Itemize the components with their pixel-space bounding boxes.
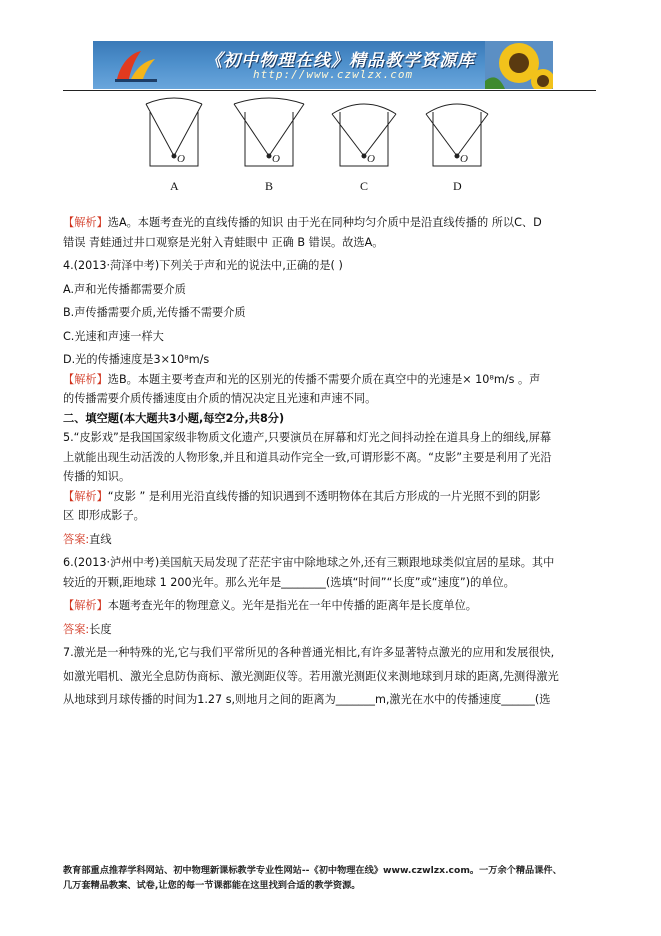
footer-line2: 几万套精品教案、试卷,让您的每一节课都能在这里找到合适的教学资源。 bbox=[63, 880, 361, 891]
figure-label-c: C bbox=[360, 179, 369, 193]
q6-analysis-line bbox=[63, 596, 598, 616]
site-logo-icon bbox=[111, 45, 161, 85]
point-label-c: O bbox=[367, 153, 375, 165]
q5-analysis-line2: 区 即形成影子。 bbox=[63, 509, 145, 522]
point-label-b: O bbox=[272, 153, 280, 165]
analysis-tag: 【解析】 bbox=[63, 599, 108, 612]
q4-analysis-text: 选B。本题主要考查声和光的区别光的传播不需要介质在真空中的光速是× 10⁸m/s 。声 bbox=[107, 372, 541, 386]
figure-label-d: D bbox=[453, 179, 462, 193]
answer-tag: 答案: bbox=[63, 532, 90, 546]
figure-label-b: B bbox=[265, 179, 274, 193]
q6-answer: 长度 bbox=[89, 622, 112, 636]
q5-line2: 上就能出现生动活泼的人物形象,并且和道具动作完全一致,可谓形影不离。“皮影”主要是利用了光沿 bbox=[63, 450, 552, 464]
q4-option-b: B.声传播需要介质,光传播不需要介质 bbox=[63, 306, 246, 319]
q5-line1: 5.“皮影戏”是我国国家级非物质文化遗产,只要演员在屏幕和灯光之间抖动拴在道具身上的细线,屏幕 bbox=[63, 431, 552, 444]
q3-analysis-line2: 错误 青蛙通过井口观察是光射入青蛙眼中 正确 B 错误。故选A。 bbox=[63, 235, 384, 249]
header-title: 《初中物理在线》精品教学资源库 bbox=[205, 51, 475, 71]
q3-analysis-line bbox=[63, 213, 598, 233]
point-label-a: O bbox=[177, 153, 185, 165]
q4-option-a: A.声和光传播都需要介质 bbox=[63, 282, 186, 296]
q6-analysis-text: 本题考查光年的物理意义。光年是指光在一年中传播的距离年是长度单位。 bbox=[107, 599, 477, 612]
q7-line2: 如激光唱机、激光全息防伪商标、激光测距仪等。若用激光测距仪来测地球到月球的距离,先测得激光 bbox=[63, 669, 559, 683]
analysis-tag: 【解析】 bbox=[63, 216, 108, 229]
q6-answer-line bbox=[63, 620, 598, 640]
page-footer bbox=[63, 863, 603, 893]
q5-answer: 直线 bbox=[89, 532, 112, 546]
header-rule bbox=[63, 90, 596, 91]
q6-line2: 较近的开颗,距地球 1 200光年。那么光年是________(选填“时间”“长度”或“速度”)的单位。 bbox=[63, 575, 515, 589]
figure-label-a: A bbox=[170, 179, 179, 193]
answer-tag: 答案: bbox=[63, 622, 90, 636]
q4-analysis-line2: 的传播需要介质传播速度由介质的情况决定且光速和声速不同。 bbox=[63, 392, 377, 405]
analysis-tag: 【解析】 bbox=[63, 372, 108, 386]
section-heading: 二、填空题(本大题共3小题,每空2分,共8分) bbox=[63, 411, 285, 425]
well-frog-figures bbox=[130, 96, 530, 196]
q4-option-d: D.光的传播速度是3×10⁸m/s bbox=[63, 353, 210, 366]
figure-drawings bbox=[130, 96, 530, 196]
q4-option-c: C.光速和声速一样大 bbox=[63, 329, 164, 343]
q7-line1: 7.激光是一种特殊的光,它与我们平常所见的各种普通光相比,有许多显著特点激光的应用和发展很快, bbox=[63, 646, 555, 659]
header-url[interactable]: http://www.czwlzx.com bbox=[253, 68, 414, 81]
analysis-tag: 【解析】 bbox=[63, 489, 108, 503]
q5-answer-line bbox=[63, 530, 598, 550]
point-label-d: O bbox=[460, 153, 468, 165]
q5-analysis-line bbox=[63, 487, 598, 507]
q4-analysis-line bbox=[63, 370, 598, 390]
q5-line3: 传播的知识。 bbox=[63, 470, 131, 483]
q3-analysis-text: 选A。本题考查光的直线传播的知识 由于光在同种均匀介质中是沿直线传播的 所以C、D bbox=[107, 216, 542, 229]
q5-analysis-text: “皮影 ” 是利用光沿直线传播的知识遇到不透明物体在其后方形成的一片光照不到的阴影 bbox=[107, 489, 541, 503]
q7-line3: 从地球到月球传播的时间为1.27 s,则地月之间的距离为_______m,激光在水中的传播速度______(选 bbox=[63, 693, 551, 706]
footer-line1: 教育部重点推荐学科网站、初中物理新课标教学专业性网站--《初中物理在线》www.czwlzx.com。一万余个精品课件、 bbox=[63, 865, 562, 876]
header-banner bbox=[93, 41, 553, 89]
document-body bbox=[63, 213, 598, 710]
q4-stem: 4.(2013·菏泽中考)下列关于声和光的说法中,正确的是( ) bbox=[63, 259, 343, 272]
sunflower-icon bbox=[485, 41, 553, 89]
q6-line1: 6.(2013·泸州中考)美国航天局发现了茫茫宇宙中除地球之外,还有三颗跟地球类似宜居的星球。其中 bbox=[63, 556, 555, 569]
